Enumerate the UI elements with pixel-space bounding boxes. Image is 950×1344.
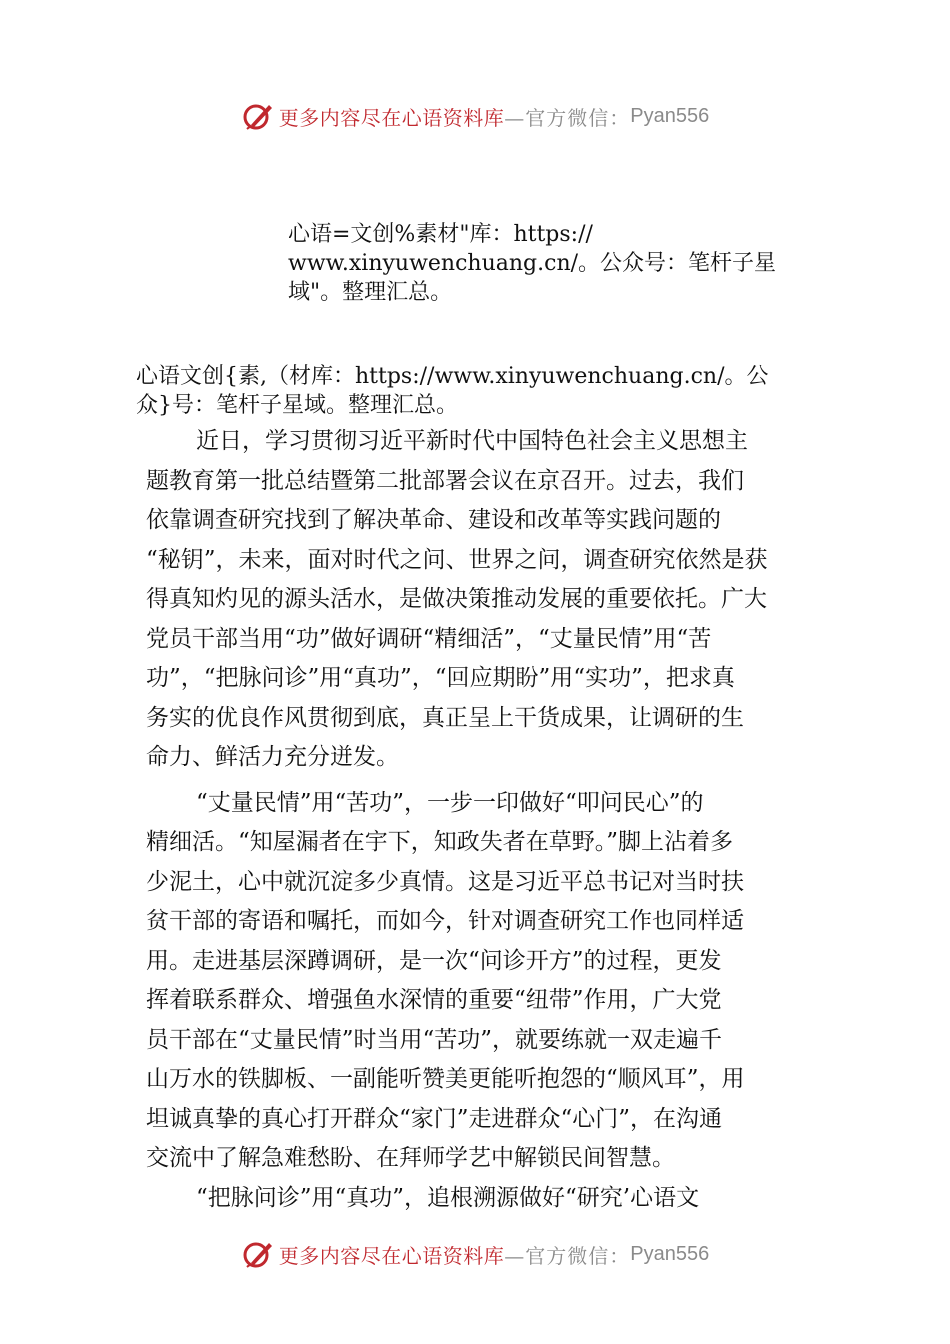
- paragraph-1: [146, 422, 826, 778]
- body-line: “把脉问诊”用“真功”，追根溯源做好“研究’心语文: [196, 1184, 700, 1211]
- source-note-line: 众}号：笔杆子星域。整理汇总。: [136, 393, 458, 418]
- body-line: “丈量民情”用“苦功”，一步一印做好“叩问民心”的: [196, 789, 704, 816]
- footer-brand-text: 更多内容尽在心语资料库: [278, 1243, 505, 1268]
- body-line: 挥着联系群众、增强鱼水深情的重要“纽带”作用，广大党: [146, 987, 722, 1013]
- body-line: 贫干部的寄语和嘱托，而如今，针对调查研究工作也同样适: [146, 908, 744, 934]
- body-line: 山万水的铁脚板、一副能听赞美更能听抱怨的“顺风耳”，用: [146, 1066, 745, 1092]
- body-line: 党员干部当用“功”做好调研“精细活”，“丈量民情”用“苦: [146, 625, 712, 652]
- body-line: 交流中了解急难愁盼、在拜师学艺中解锁民间智慧。: [146, 1145, 675, 1171]
- body-line: 题教育第一批总结暨第二批部署会议在京召开。过去，我们: [146, 467, 744, 494]
- source-note-line: www.xinyuwenchuang.cn/。公众号：笔杆子星: [288, 251, 777, 276]
- source-note-line: 心语=文创%素材"库：https://: [288, 222, 593, 247]
- body-line: 功”，“把脉问诊”用“真功”，“回应期盼”用“实功”，把求真: [146, 665, 735, 691]
- footer-wechat-label: —官方微信：: [504, 1243, 631, 1268]
- body-line: “秘钥”，未来，面对时代之问、世界之问，调查研究依然是获: [146, 546, 768, 573]
- footer-wechat-id: Pyan556: [630, 1242, 710, 1265]
- pen-logo-icon: [241, 1237, 275, 1271]
- header-wechat-label: —官方微信：: [504, 105, 631, 130]
- source-note-block-2: [136, 362, 836, 420]
- body-line: 得真知灼见的源头活水，是做决策推动发展的重要依托。广大: [146, 586, 767, 612]
- pen-logo-icon: [241, 99, 275, 133]
- article-body: [146, 422, 826, 1218]
- source-note-line: 心语文创{素,（材库：https://www.xinyuwenchuang.cn/。公: [136, 364, 769, 389]
- body-line: 近日，学习贯彻习近平新时代中国特色社会主义思想主: [196, 428, 748, 454]
- body-line: 精细活。“知屋漏者在宇下，知政失者在草野。”脚上沾着多: [146, 829, 734, 855]
- paragraph-3: [146, 1179, 826, 1219]
- body-line: 坦诚真挚的真心打开群众“家门”走进群众“心门”，在沟通: [146, 1105, 723, 1132]
- paragraph-2: [146, 784, 826, 1179]
- header-wechat-id: Pyan556: [630, 104, 710, 127]
- footer-banner: [0, 1234, 950, 1274]
- header-banner: [0, 96, 950, 136]
- body-line: 务实的优良作风贯彻到底，真正呈上干货成果，让调研的生: [146, 704, 744, 731]
- body-line: 员干部在“丈量民情”时当用“苦功”，就要练就一双走遍千: [146, 1026, 723, 1053]
- body-line: 用。走进基层深蹲调研，是一次“问诊开方”的过程，更发: [146, 947, 722, 974]
- header-brand-text: 更多内容尽在心语资料库: [278, 105, 505, 130]
- source-note-line: 域"。整理汇总。: [288, 280, 453, 305]
- source-note-block: [288, 220, 818, 307]
- body-line: 命力、鲜活力充分迸发。: [146, 744, 399, 770]
- body-line: 少泥土，心中就沉淀多少真情。这是习近平总书记对当时扶: [146, 868, 744, 895]
- body-line: 依靠调查研究找到了解决革命、建设和改革等实践问题的: [146, 507, 721, 533]
